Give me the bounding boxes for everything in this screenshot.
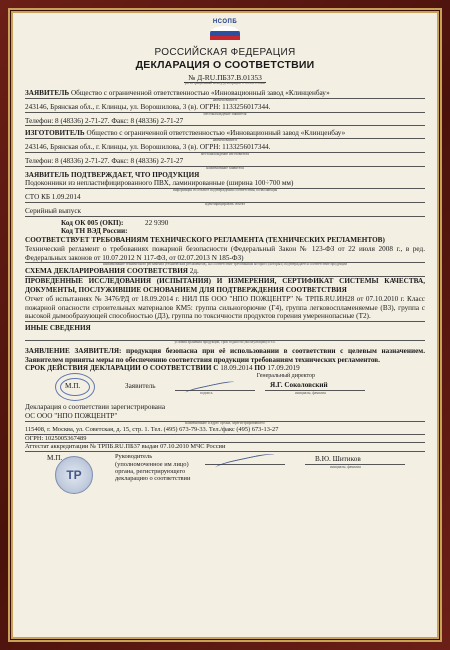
manufacturer-line: ИЗГОТОВИТЕЛЬ Общество с ограниченной ответственностью «Инновационный завод «Клинценбау»: [25, 129, 425, 139]
applicant-address: 243146, Брянская обл., г. Клинцы, ул. Ворошилова, 3 (в). ОГРН: 1133256017344.: [25, 103, 425, 113]
document-title: ДЕКЛАРАЦИЯ О СООТВЕТСТВИИ: [135, 59, 315, 72]
manufacturer-address-caption: местонахождение изготовителя: [200, 151, 250, 156]
signature-block-1: [25, 373, 425, 403]
tr-logo-icon: ТР: [55, 456, 93, 494]
registration-accreditation: Аттестат аккредитации № ТРПБ.RU.ПБ37 выдан 07.10.2010 МЧС России: [25, 443, 425, 452]
registration-org-caption: наименование и адрес органа, зарегистрировавшего: [185, 420, 265, 425]
validity-to: 17.09.2019: [267, 364, 300, 373]
flag-icon: [210, 26, 240, 40]
logo-text: НСОПБ: [212, 19, 238, 25]
scheme-value: 2д.: [189, 267, 199, 276]
sign-caption-1: подпись: [200, 391, 213, 396]
registration-label: Декларация о соответствии зарегистрирована: [25, 403, 166, 412]
registrar-name: В.Ю. Шитиков: [315, 455, 361, 464]
nsopb-logo-icon: [196, 19, 254, 45]
declaration-document: [13, 13, 437, 637]
registrar-role: Руководитель (уполномоченное им лицо) органа, регистрирующего декларацию о соответствии: [115, 453, 191, 483]
mp-label-2: М.П.: [47, 454, 63, 463]
country-name: РОССИЙСКАЯ ФЕДЕРАЦИЯ: [154, 47, 296, 58]
applicant-sign-label: Заявитель: [125, 382, 156, 391]
initials-caption-1: инициалы, фамилия: [295, 391, 326, 396]
product-ident-caption: идентифицировать объект: [205, 201, 245, 206]
manufacturer-name: Общество с ограниченной ответственностью «Инновационный завод «Клинценбау»: [86, 129, 346, 138]
compliance-text: Технический регламент о требованиях пожарной безопасности (Федеральный Закон № 123-ФЗ от 22 июля 2008 г., в ред. Федеральных законов от 10.07.2012 N 117-ФЗ, от 02.07.2013 N 185-ФЗ): [25, 244, 425, 262]
manufacturer-address: 243146, Брянская обл., г. Клинцы, ул. Ворошилова, 3 (в). ОГРН: 1133256017344.: [25, 143, 425, 153]
product-name: Подоконники из непластифицированного ПВХ, ламинированные (ширина 100÷700 мм): [25, 179, 425, 189]
compliance-heading: СООТВЕТСТВУЕТ ТРЕБОВАНИЯМ ТЕХНИЧЕСКОГО РЕГЛАМЕНТА (ТЕХНИЧЕСКИХ РЕГЛАМЕНТОВ): [25, 236, 385, 245]
applicant-line: ЗАЯВИТЕЛЬ Общество с ограниченной ответственностью «Инновационный завод «Клинценбау»: [25, 89, 425, 99]
registration-org: ОС ООО "НПО ПОЖЦЕНТР": [25, 412, 425, 422]
applicant-statement: ЗАЯВЛЕНИЕ ЗАЯВИТЕЛЯ: продукция безопасна при её использовании в соответствии с целевым назначением. Заявителем приняты меры по обеспечению соответствия продукции требованиям технических регламентов.: [25, 346, 425, 364]
product-release: Серийный выпуск: [25, 207, 425, 217]
signature-block-2: [25, 452, 425, 496]
applicant-name-caption: наименование и: [212, 97, 238, 102]
handwritten-signature-2-icon: [215, 452, 275, 472]
registration-number: № Д-RU.ПБ37.В.01353: [25, 73, 425, 82]
manufacturer-phone: Телефон: 8 (48336) 2-71-27. Факс: 8 (48336) 2-71-27: [25, 157, 425, 167]
signer-name-1: Я.Г. Соколовский: [270, 381, 328, 390]
position-title: Генеральный директор: [256, 373, 315, 380]
product-info-caption: информация об объекте подтверждения соответствия, позволяющая: [172, 188, 278, 193]
research-text: Отчет об испытаниях № 3476/РД от 18.09.2014 г. НИЛ ПБ ООО "НПО ПОЖЦЕНТР" № ТРПБ.RU.ИН28 от 07.10.2010 г. Класс пожарной опасности строительных материалов КМ5: группа сильногорючие (Г4), группа легковоспламеняемые (В3), группа с высокой дымообразующей способностью (Д3), группа по токсичности продуктов горения умереннопасные (Т2).: [25, 294, 425, 321]
other-heading: ИНЫЕ СВЕДЕНИЯ: [25, 324, 91, 333]
research-heading: ПРОВЕДЕННЫЕ ИССЛЕДОВАНИЯ (ИСПЫТАНИЯ) И ИЗМЕРЕНИЯ, СЕРТИФИКАТ СИСТЕМЫ КАЧЕСТВА, ДОКУМЕНТЫ, ПОСЛУЖИВШИЕ ОСНОВАНИЕМ ДЛЯ ПОДТВЕРЖДЕНИЯ СООТВЕТСТВИЯ: [25, 277, 425, 294]
registration-ogrn: ОГРН: 1025005367489: [25, 435, 425, 444]
logo-area: [25, 19, 425, 47]
product-heading: ЗАЯВИТЕЛЬ ПОДТВЕРЖДАЕТ, ЧТО ПРОДУКЦИЯ: [25, 170, 200, 179]
frame-border: [8, 8, 442, 642]
product-top-caption: наименование заявителя: [206, 165, 244, 170]
validity-from: 18.09.2014: [220, 364, 253, 373]
tnved-code: Код ТН ВЭД России:: [61, 227, 128, 236]
applicant-name: Общество с ограниченной ответственностью «Инновационный завод «Клинценбау»: [70, 89, 330, 98]
initials-caption-2: инициалы, фамилия: [330, 465, 361, 470]
mp-label-1: М.П.: [65, 382, 81, 391]
reg-number-caption: регистрационный номер декларации о соответствии: [185, 81, 265, 86]
compliance-caption: наименование технического регламента (технических регламентов), на соответствие требованиям которого (которых) подтверждается соответствие продукции: [102, 262, 348, 267]
other-caption: условия хранения продукции, срок годности (эксплуатации) и т.п.: [174, 339, 276, 344]
product-spec: СТО КБ 1.09.2014: [25, 193, 425, 203]
manufacturer-name-caption: наименование и: [212, 138, 238, 143]
registration-address: 115408, г. Москва, ул. Советская, д. 15, стр. 1. Тел. (495) 673-79-33. Тел./факс (495) 673-13-27: [25, 426, 425, 435]
okp-code: Код ОК 005 (ОКП): 22 9390: [61, 218, 169, 227]
applicant-phone: Телефон: 8 (48336) 2-71-27. Факс: 8 (48336) 2-71-27: [25, 117, 425, 127]
validity-line: СРОК ДЕЙСТВИЯ ДЕКЛАРАЦИИ О СООТВЕТСТВИИ С 18.09.2014 ПО 17.09.2019: [25, 364, 300, 373]
scheme-line: СХЕМА ДЕКЛАРИРОВАНИЯ СООТВЕТСТВИЯ 2д.: [25, 267, 425, 277]
applicant-address-caption: местонахождение заявителя: [203, 111, 247, 116]
